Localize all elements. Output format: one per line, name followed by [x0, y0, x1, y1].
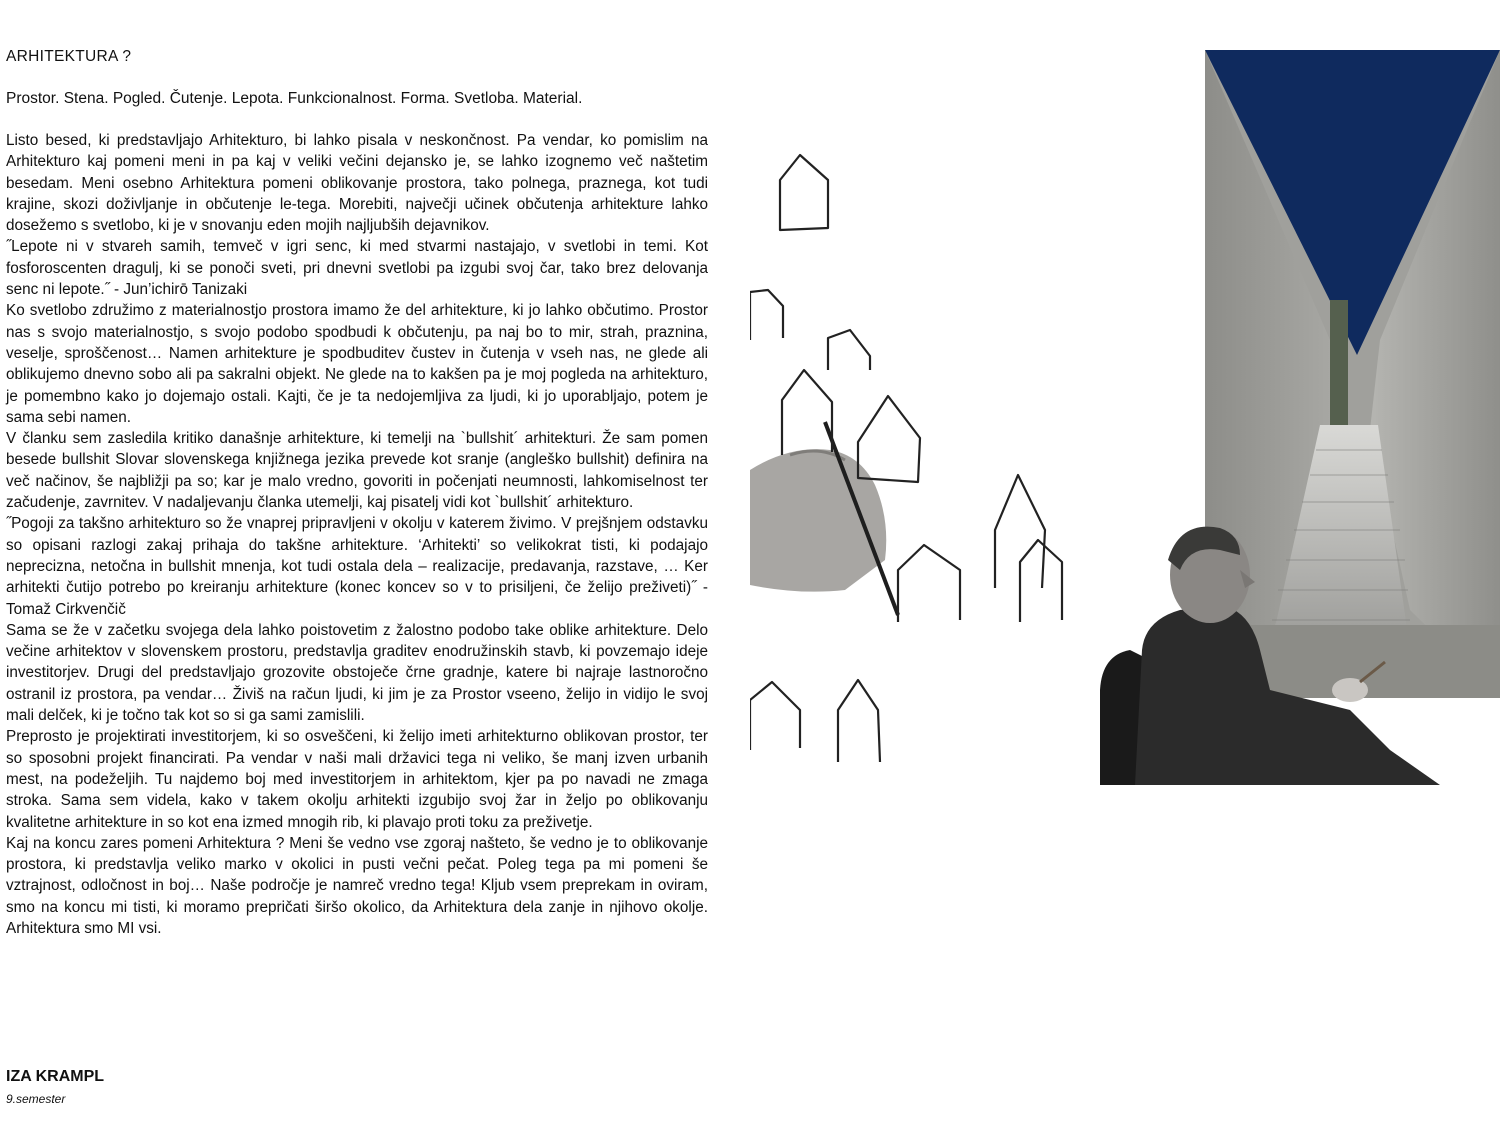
corridor-photo: [1205, 50, 1500, 698]
paragraph: Ko svetlobo združimo z materialnostjo prostora imamo že del arhitekture, ki jo lahko občutimo. Prostor nas s svojo materialnostjo, s svojo podobo spodbudi k občutenju, pa naj bo to mir, strah, praznina, veselje, sproščenost… Namen arhitekture je spodbuditev čustev in čutenja v vseh nas, ne glede ali oblikujemo dnevno sobo ali pa sakralni objekt. Ne glede na to kakšen pa je moj pogleda na arhitekturo, je pomembno kako jo dojemajo ostali. Kajti, če je ta nedojemljiva za ljudi, ki jo uporabljajo, potem je sama sebi namen.: [6, 302, 708, 426]
quote-cirkvencic: ˝Pogoji za takšno arhitekturo so že vnaprej pripravljeni v okolju v katerem živimo. V prejšnjem odstavku so opisani razlogi zakaj prihaja do takšne arhitekture. ‘Arhitekti’ so velikokrat tisti, ki podajajo neprecizna, netočna in bullshit mnenja, kot tudi ostala dela – realizacije, predavanja, razstave, … Ker arhitekti čutijo potrebo po kreiranju arhitekture (konec koncev so v to prisiljeni, če želijo preživeti)˝ - Tomaž Cirkvenčič: [6, 515, 708, 618]
house-sketch: [782, 370, 832, 455]
article-text: [6, 46, 708, 939]
author-semester: 9.semester: [6, 1092, 66, 1106]
house-sketch: [750, 290, 783, 340]
architecture-collage: [750, 50, 1500, 785]
house-sketch: [750, 682, 800, 750]
house-sketch: [1020, 540, 1062, 622]
collage-image: [750, 50, 1500, 785]
paragraph: Preprosto je projektirati investitorjem, ki so osveščeni, ki želijo imeti arhitekturno oblikovan prostor, ter so sposobni projekt financirati. Pa vendar v naši mali državici tega ni veliko, še manj izven urbanih mest, na podeželjih. Tu najdemo boj med investitorjem in arhitektom, kjer pa po navadi ne zmaga stroka. Sama sem videla, kako v takem okolju arhitekti izgubijo svoj žar in željo po oblikovanju kvalitetne arhitekture in so kot ena izmed mnogih rib, ki plavajo proti toku za preživetje.: [6, 728, 708, 831]
house-sketch: [858, 396, 920, 482]
author-name: IZA KRAMPL: [6, 1068, 105, 1085]
house-sketch: [780, 155, 828, 230]
article-title: ARHITEKTURA ?: [6, 48, 132, 65]
paragraph: Kaj na koncu zares pomeni Arhitektura ? Meni še vedno vse zgoraj našteto, še vedno je to oblikovanje prostora, ki predstavlja veliko marko v okolici in pusti večni pečat. Poleg tega pa mi pomeni še vztrajnost, odločnost in boj… Naše področje je namreč vredno tega! Kljub vsem preprekam in oviram, smo na koncu mi tisti, ki moramo prepričati širšo okolico, da Arhitektura dela zanje in njihovo okolje. Arhitektura smo MI vsi.: [6, 834, 708, 937]
house-sketch: [828, 330, 870, 370]
house-sketch: [838, 680, 880, 762]
gravel-ground: [1250, 625, 1500, 698]
paragraph: Sama se že v začetku svojega dela lahko poistovetim z žalostno podobo take oblike arhitekture. Delo večine arhitektov v slovenskem prostoru, predstavlja graditev enodružinskih stavb, ki povzemajo ideje investitorjev. Drugi del predstavljajo grozovite obstoječe črne gradnje, katere bi najraje lastnoročno ostranil iz prostora, pa vendar… Živiš na račun ljudi, ki jim je za Prostor vseeno, želijo in vidijo le svoj mali delček, ki je točno tak kot so si ga sami zamislili.: [6, 621, 708, 725]
article-keywords: Prostor. Stena. Pogled. Čutenje. Lepota. Funkcionalnost. Forma. Svetloba. Material.: [6, 90, 583, 107]
hand-with-pen: [750, 422, 898, 615]
distant-greenery: [1330, 300, 1348, 430]
paragraph: Listo besed, ki predstavljajo Arhitekturo, bi lahko pisala v neskončnost. Pa vendar, ko pomislim na Arhitekturo kaj pomeni meni in pa kaj v veliki večini dejansko je, se lahko izognemo več naštetim besedam. Meni osebno Arhitektura pomeni oblikovanje prostora, tako polnega, praznega, kot tudi krajine, skozi doživljanje in občutenje le-tega. Morebiti, največji učinek občutenja arhitekture lahko dosežemo s svetlobo, ki je v snovanju eden mojih najljubših dejavnikov.: [6, 132, 708, 235]
quote-tanizaki: ˝Lepote ni v stvareh samih, temveč v igri senc, ki med stvarmi nastajajo, v svetlobi in temi. Kot fosforoscenten dragulj, ki se ponoči sveti, pri dnevni svetlobi pa izgubi svoj čar, tako brez delovanja senc ni lepote.˝ - Jun’ichirō Tanizaki: [6, 238, 708, 299]
paragraph: V članku sem zasledila kritiko današnje arhitekture, ki temelji na `bullshit´ arhitekturi. Že sam pomen besede bullshit Slovar slovenskega knjižnega jezika prevede kot sranje (angleško bullshit) definira na več načinov, še najbližji pa so; kar je malo vredno, govoriti in počenjati neumnosti, lahkomiselnost ter začudenje, zavrnitev. V nadaljevanju članka utemelji, kaj pisatelj vidi kot `bullshit´ arhitekturo.: [6, 430, 708, 512]
house-sketch: [898, 545, 960, 622]
